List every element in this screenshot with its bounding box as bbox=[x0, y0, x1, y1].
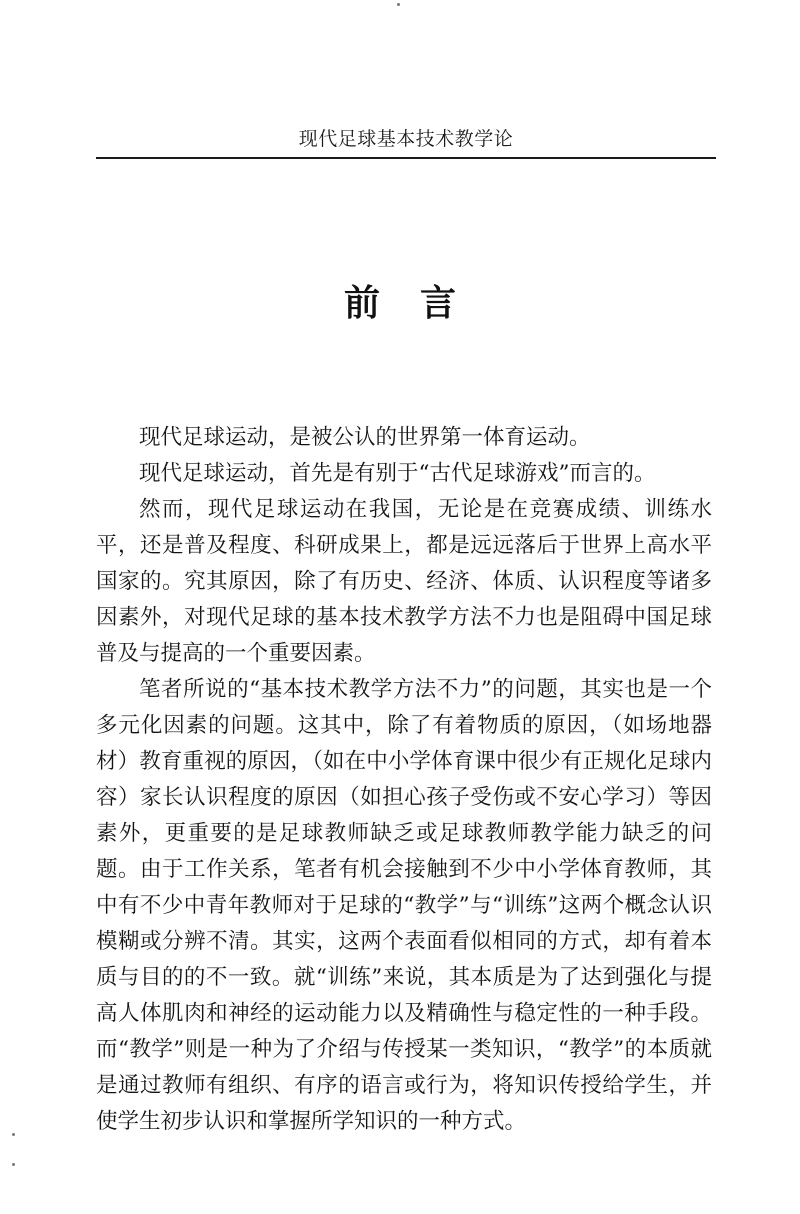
scan-mark bbox=[12, 1163, 15, 1166]
scan-mark bbox=[397, 3, 400, 6]
body-text bbox=[96, 420, 712, 1140]
scan-mark bbox=[12, 1133, 15, 1136]
chapter-title: 前言 bbox=[343, 282, 496, 324]
running-header: 现代足球基本技术教学论 bbox=[298, 128, 514, 150]
header-rule bbox=[96, 157, 716, 159]
paragraph: 然而，现代足球运动在我国，无论是在竞赛成绩、训练水平，还是普及程度、科研成果上，都是远远落后于世界上高水平国家的。究其原因，除了有历史、经济、体质、认识程度等诸多因素外，对现代足球的基本技术教学方法不力也是阻碍中国足球普及与提高的一个重要因素。 bbox=[96, 497, 712, 666]
paragraph: 笔者所说的“基本技术教学方法不力”的问题，其实也是一个多元化因素的问题。这其中，除了有着物质的原因，（如场地器材）教育重视的原因，（如在中小学体育课中很少有正规化足球内容）家长认识程度的原因（如担心孩子受伤或不安心学习）等因素外，更重要的是足球教师缺乏或足球教师教学能力缺乏的问题。由于工作关系，笔者有机会接触到不少中小学体育教师，其中有不少中青年教师对于足球的“教学”与“训练”这两个概念认识模糊或分辨不清。其实，这两个表面看似相同的方式，却有着本质与目的的不一致。就“训练”来说，其本质是为了达到强化与提高人体肌肉和神经的运动能力以及精确性与稳定性的一种手段。而“教学”则是一种为了介绍与传授某一类知识，“教学”的本质就是通过教师有组织、有序的语言或行为，将知识传授给学生，并使学生初步认识和掌握所学知识的一种方式。 bbox=[96, 677, 712, 1134]
paragraph: 现代足球运动，是被公认的世界第一体育运动。 bbox=[139, 425, 591, 450]
paragraph: 现代足球运动，首先是有别于“古代足球游戏”而言的。 bbox=[139, 461, 656, 486]
